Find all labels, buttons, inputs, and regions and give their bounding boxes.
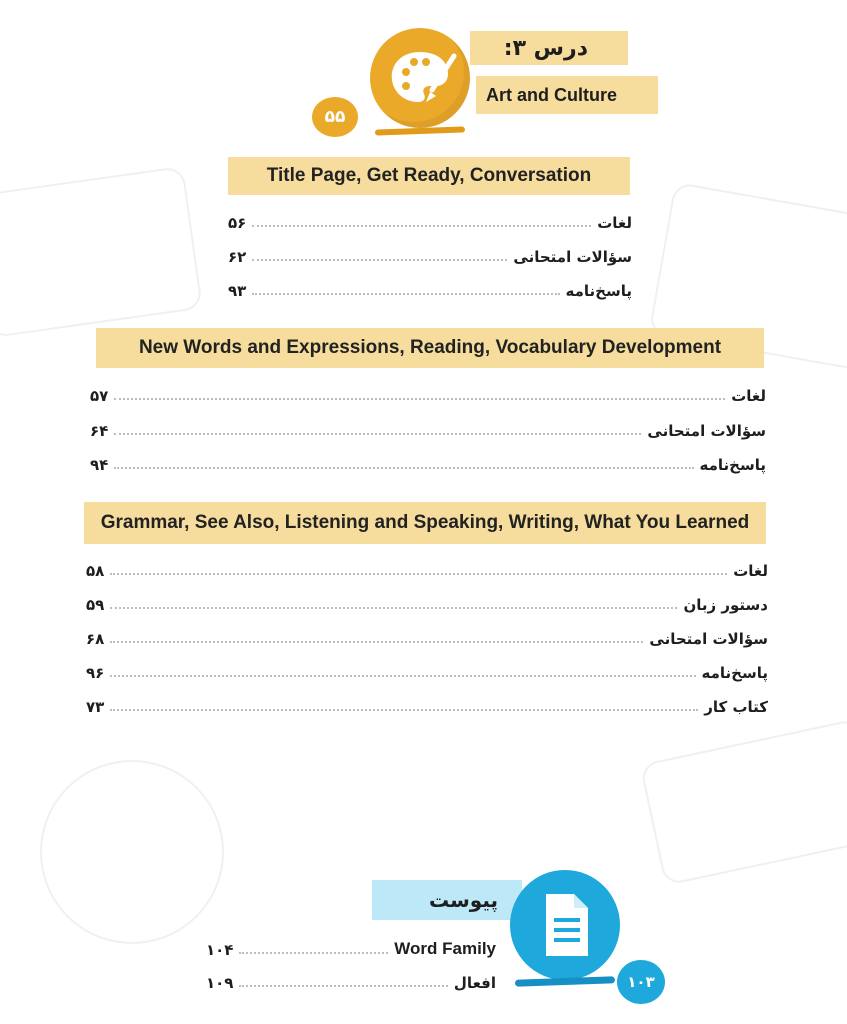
dot-leader — [252, 293, 559, 295]
toc-page-number: ۹۴ — [90, 456, 109, 474]
toc-page-number: ۵۸ — [86, 562, 105, 580]
document-icon — [510, 870, 620, 980]
toc-label: سؤالات امتحانی — [513, 248, 632, 266]
toc-label: سؤالات امتحانی — [647, 422, 766, 440]
toc-row[interactable] — [86, 624, 768, 648]
section-header: Grammar, See Also, Listening and Speaking, Writing, What You Learned — [84, 502, 766, 544]
dot-leader — [114, 398, 725, 400]
lesson-start-page-badge: ۵۵ — [312, 97, 358, 137]
toc-row[interactable] — [86, 658, 768, 682]
dot-leader — [252, 225, 591, 227]
toc-label: افعال — [453, 974, 496, 992]
dot-leader — [114, 467, 693, 469]
toc-label: Word Family — [394, 939, 496, 958]
dot-leader — [239, 985, 447, 987]
toc-row[interactable] — [206, 935, 496, 959]
toc-label: لغات — [597, 214, 632, 232]
toc-label: لغات — [731, 387, 766, 405]
toc-page-number: ۷۳ — [86, 698, 105, 716]
appendix-label: پیوست — [372, 880, 522, 920]
toc-row[interactable] — [206, 968, 496, 992]
lesson-title: Art and Culture — [476, 76, 658, 114]
toc-row[interactable] — [228, 242, 632, 266]
toc-page-number: ۵۹ — [86, 596, 105, 614]
dot-leader — [114, 433, 641, 435]
toc-row[interactable] — [228, 276, 632, 300]
background-decoration — [0, 166, 203, 338]
toc-row[interactable] — [90, 450, 766, 474]
toc-label: پاسخ‌نامه — [701, 664, 768, 682]
dot-leader — [110, 641, 643, 643]
toc-row[interactable] — [86, 692, 768, 716]
dot-leader — [110, 675, 695, 677]
toc-page-number: ۵۷ — [90, 387, 109, 405]
toc-page-number: ۵۶ — [228, 214, 247, 232]
section-header: Title Page, Get Ready, Conversation — [228, 157, 630, 195]
toc-row[interactable] — [90, 381, 766, 405]
toc-label: کتاب کار — [704, 698, 768, 716]
toc-page-number: ۶۸ — [86, 630, 105, 648]
section-header: New Words and Expressions, Reading, Vocabulary Development — [96, 328, 764, 368]
toc-page-number: ۹۳ — [228, 282, 247, 300]
toc-label: پاسخ‌نامه — [699, 456, 766, 474]
appendix-icon — [510, 870, 620, 980]
toc-label: پاسخ‌نامه — [565, 282, 632, 300]
toc-page-number: ۱۰۴ — [206, 941, 234, 959]
dot-leader — [239, 952, 388, 954]
background-decoration — [640, 718, 847, 886]
toc-label: لغات — [733, 562, 768, 580]
toc-label: دستور زبان — [683, 596, 768, 614]
dot-leader — [110, 709, 698, 711]
palette-icon — [370, 28, 470, 128]
dot-leader — [110, 573, 727, 575]
toc-page-number: ۱۰۹ — [206, 974, 234, 992]
lesson-label: درس ۳: — [470, 31, 628, 65]
toc-page-number: ۶۲ — [228, 248, 247, 266]
toc-row[interactable] — [86, 556, 768, 580]
toc-row[interactable] — [86, 590, 768, 614]
dot-leader — [110, 607, 677, 609]
background-decoration — [40, 760, 224, 944]
toc-row[interactable] — [90, 416, 766, 440]
toc-page-number: ۶۴ — [90, 422, 109, 440]
toc-row[interactable] — [228, 208, 632, 232]
toc-label: سؤالات امتحانی — [649, 630, 768, 648]
dot-leader — [252, 259, 507, 261]
toc-page-number: ۹۶ — [86, 664, 105, 682]
appendix-start-page-badge: ۱۰۳ — [617, 960, 665, 1004]
lesson-icon — [370, 28, 470, 128]
